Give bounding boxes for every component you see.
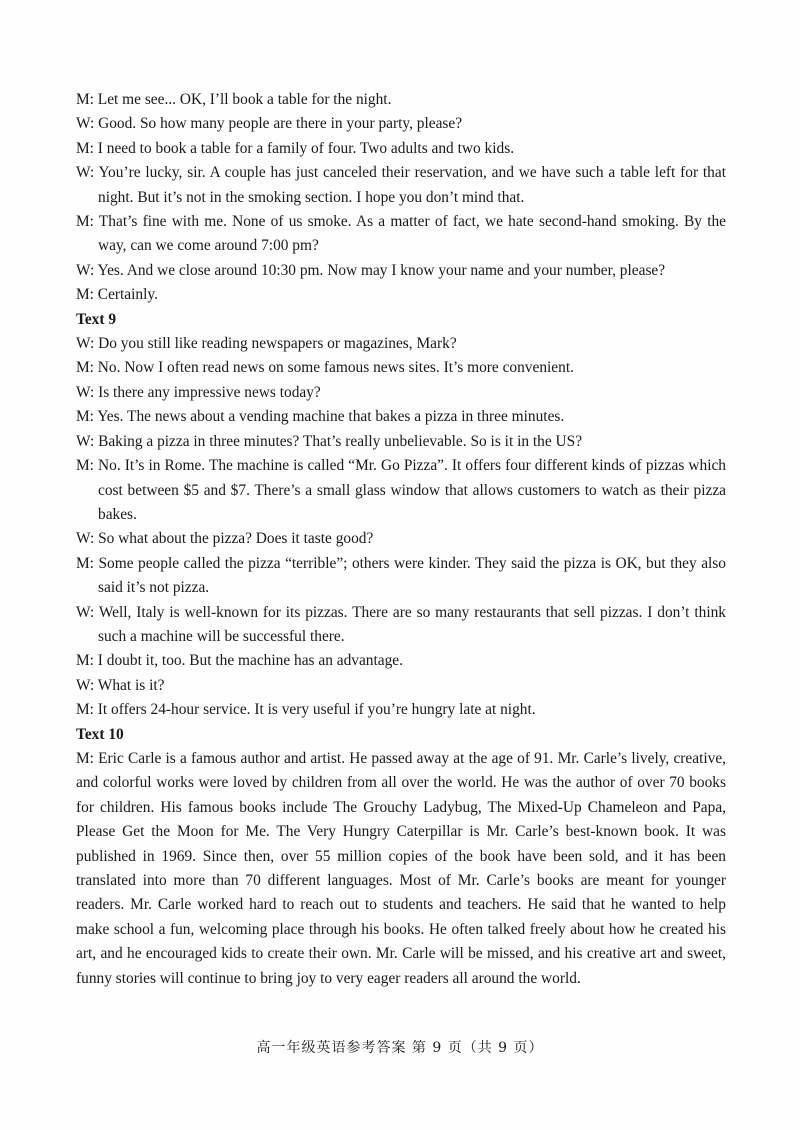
dialog-line: W: So what about the pizza? Does it taste good? <box>76 530 374 548</box>
text10-paragraph: M: Eric Carle is a famous author and artist. He passed away at the age of 91. Mr. Carle’s lively, creative, and colorful works were loved by children from all over the world. He was the author of over 70 books for children. His famous books include The Grouchy Ladybug, The Mixed-Up Chameleon and Papa, Please Get the Moon for Me. The Very Hungry Caterpillar is Mr. Carle’s best-known book. It was published in 1969. Since then, over 55 million copies of the book have been sold, and it has been translated into more than 70 different languages. Most of Mr. Carle’s books are meant for younger readers. Mr. Carle worked hard to reach out to students and teachers. He said that he wanted to help make school a fun, welcoming place through his books. He often talked freely about how he created his art, and he encouraged kids to create their own. Mr. Carle will be missed, and his creative art and sweet, funny stories will continue to bring joy to very eager readers all around the world. <box>76 749 726 987</box>
dialog-text9 <box>76 332 726 723</box>
dialog-line: M: I need to book a table for a family of four. Two adults and two kids. <box>76 139 515 157</box>
dialog-line: W: You’re lucky, sir. A couple has just canceled their reservation, and we have such a table left for that night. But it’s not in the smoking section. I hope you don’t mind that. <box>76 164 726 206</box>
dialog-line: M: I doubt it, too. But the machine has an advantage. <box>76 652 403 670</box>
page-footer: 高一年级英语参考答案 第 9 页（共 9 页） <box>256 1040 544 1056</box>
dialog-line: W: Do you still like reading newspapers or magazines, Mark? <box>76 335 457 353</box>
page-content <box>76 88 726 991</box>
text10-heading: Text 10 <box>76 725 124 743</box>
dialog-booking <box>76 88 726 308</box>
dialog-line: W: Yes. And we close around 10:30 pm. Now may I know your name and your number, please? <box>76 261 666 279</box>
text9-heading: Text 9 <box>76 310 117 328</box>
dialog-line: M: Let me see... OK, I’ll book a table for the night. <box>76 91 392 108</box>
dialog-line: M: That’s fine with me. None of us smoke. As a matter of fact, we hate second-hand smoking. By the way, can we come around 7:00 pm? <box>76 213 726 255</box>
dialog-line: M: Certainly. <box>76 286 158 304</box>
dialog-line: M: No. It’s in Rome. The machine is called “Mr. Go Pizza”. It offers four different kinds of pizzas which cost between $5 and $7. There’s a small glass window that allows customers to watch as their pizza bakes. <box>76 457 726 523</box>
dialog-line: W: Is there any impressive news today? <box>76 383 321 401</box>
dialog-line: M: Some people called the pizza “terrible”; others were kinder. They said the pizza is OK, but they also said it’s not pizza. <box>76 554 726 597</box>
dialog-line: M: Yes. The news about a vending machine that bakes a pizza in three minutes. <box>76 408 565 426</box>
dialog-line: M: No. Now I often read news on some famous news sites. It’s more convenient. <box>76 359 574 377</box>
dialog-line: W: Baking a pizza in three minutes? That’s really unbelievable. So is it in the US? <box>76 432 583 450</box>
dialog-line: W: Good. So how many people are there in your party, please? <box>76 115 463 133</box>
dialog-line: W: What is it? <box>76 676 165 694</box>
dialog-line: W: Well, Italy is well-known for its pizzas. There are so many restaurants that sell pizzas. I don’t think such a machine will be successful there. <box>76 603 726 645</box>
dialog-line: M: It offers 24-hour service. It is very useful if you’re hungry late at night. <box>76 701 536 719</box>
